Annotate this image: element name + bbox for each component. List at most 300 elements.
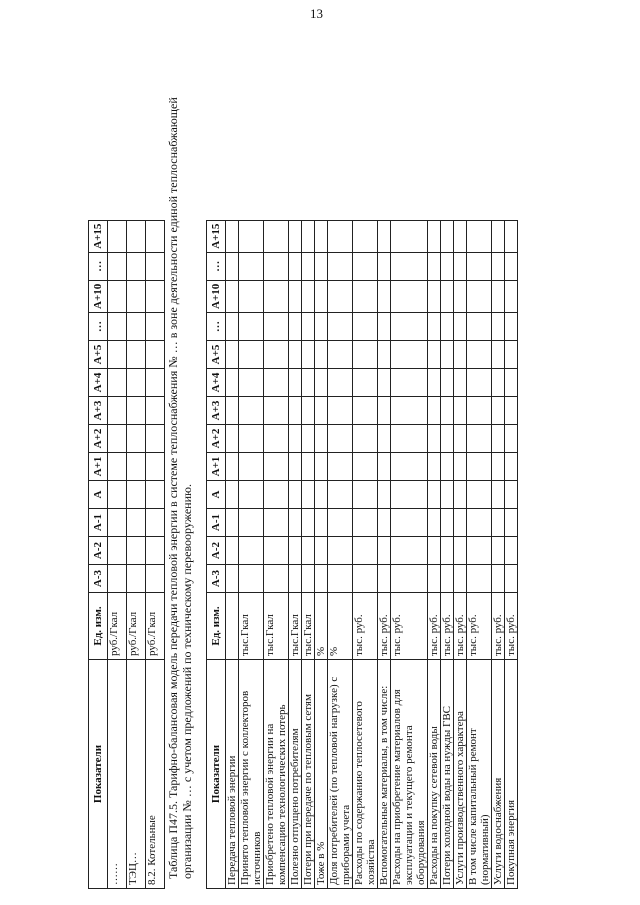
value-cell — [492, 537, 505, 565]
value-cell — [289, 280, 302, 312]
value-cell — [302, 341, 315, 369]
value-cell — [127, 280, 146, 312]
value-cell — [492, 565, 505, 593]
value-cell — [441, 313, 454, 341]
value-cell — [146, 565, 165, 593]
indicator-cell: …… — [108, 660, 127, 889]
table-row — [302, 220, 315, 888]
value-cell — [441, 369, 454, 397]
header-year: А+3 — [89, 397, 108, 425]
value-cell — [467, 537, 492, 565]
header-year: А+1 — [207, 453, 226, 481]
value-cell — [289, 453, 302, 481]
value-cell — [492, 453, 505, 481]
value-cell — [239, 397, 264, 425]
value-cell — [146, 341, 165, 369]
indicator-cell: Покупная энергия — [505, 660, 518, 889]
value-cell — [378, 453, 391, 481]
value-cell — [441, 481, 454, 509]
value-cell — [391, 565, 428, 593]
value-cell — [505, 280, 518, 312]
value-cell — [378, 397, 391, 425]
value-cell — [428, 565, 441, 593]
value-cell — [226, 481, 239, 509]
unit-cell: % — [315, 593, 328, 660]
value-cell — [328, 341, 353, 369]
value-cell — [467, 453, 492, 481]
value-cell — [328, 280, 353, 312]
value-cell — [226, 565, 239, 593]
value-cell — [127, 397, 146, 425]
header-ellipsis: … — [89, 313, 108, 341]
value-cell — [353, 252, 378, 280]
value-cell — [378, 280, 391, 312]
table-caption: Таблица П47.5. Тарифно-балансовая модель передачи тепловой энергии в системе теплоснабжения № … в зоне деятельности единой теплоснабжающей организации № … с учетом предложений по техническому перевооружению. — [166, 97, 194, 879]
table-row — [505, 220, 518, 888]
unit-cell: тыс. руб. — [505, 593, 518, 660]
value-cell — [302, 220, 315, 252]
unit-cell: тыс. руб. — [441, 593, 454, 660]
value-cell — [127, 369, 146, 397]
value-cell — [127, 509, 146, 537]
value-cell — [108, 425, 127, 453]
value-cell — [302, 252, 315, 280]
value-cell — [239, 220, 264, 252]
value-cell — [328, 425, 353, 453]
value-cell — [391, 481, 428, 509]
value-cell — [467, 509, 492, 537]
value-cell — [108, 565, 127, 593]
unit-cell: тыс.Гкал — [239, 593, 264, 660]
value-cell — [146, 453, 165, 481]
value-cell — [441, 341, 454, 369]
value-cell — [391, 397, 428, 425]
table-row — [492, 220, 505, 888]
table-row — [441, 220, 454, 888]
value-cell — [441, 509, 454, 537]
value-cell — [328, 509, 353, 537]
value-cell — [328, 252, 353, 280]
value-cell — [127, 220, 146, 252]
value-cell — [492, 369, 505, 397]
header-unit: Ед. изм. — [89, 593, 108, 660]
value-cell — [467, 397, 492, 425]
header-year: А+5 — [89, 341, 108, 369]
value-cell — [467, 481, 492, 509]
header-ellipsis: … — [207, 313, 226, 341]
indicator-cell: Принято тепловой энергии с коллекторов источников — [239, 660, 264, 889]
value-cell — [239, 341, 264, 369]
table-row — [391, 220, 428, 888]
header-unit: Ед. изм. — [207, 593, 226, 660]
value-cell — [378, 369, 391, 397]
value-cell — [467, 425, 492, 453]
value-cell — [108, 509, 127, 537]
value-cell — [226, 537, 239, 565]
value-cell — [315, 537, 328, 565]
value-cell — [505, 220, 518, 252]
header-year: А+2 — [89, 425, 108, 453]
value-cell — [302, 313, 315, 341]
indicator-cell: В том числе капитальный ремонт (нормативный) — [467, 660, 492, 889]
unit-cell: тыс. руб. — [454, 593, 467, 660]
value-cell — [108, 537, 127, 565]
value-cell — [315, 453, 328, 481]
value-cell — [239, 509, 264, 537]
indicator-cell: Приобретено тепловой энергии на компенсацию технологических потерь — [264, 660, 289, 889]
value-cell — [441, 220, 454, 252]
value-cell — [428, 280, 441, 312]
value-cell — [378, 220, 391, 252]
value-cell — [378, 537, 391, 565]
indicator-cell: Потери при передаче по тепловым сетям — [302, 660, 315, 889]
value-cell — [264, 481, 289, 509]
value-cell — [454, 481, 467, 509]
unit-cell: руб./Гкал — [127, 593, 146, 660]
value-cell — [226, 341, 239, 369]
value-cell — [264, 425, 289, 453]
value-cell — [378, 481, 391, 509]
value-cell — [315, 341, 328, 369]
value-cell — [302, 453, 315, 481]
value-cell — [391, 280, 428, 312]
value-cell — [264, 341, 289, 369]
table-row — [353, 220, 378, 888]
value-cell — [505, 397, 518, 425]
indicator-cell: ТЭЦ… — [127, 660, 146, 889]
value-cell — [146, 313, 165, 341]
unit-cell: тыс. руб. — [353, 593, 378, 660]
value-cell — [226, 313, 239, 341]
value-cell — [146, 252, 165, 280]
indicator-cell: Доля потребителей (по тепловой нагрузке) с приборами учета — [328, 660, 353, 889]
value-cell — [454, 397, 467, 425]
top-table-body — [108, 220, 165, 888]
value-cell — [454, 509, 467, 537]
header-year: А+15 — [207, 220, 226, 252]
top-table-header-row — [89, 220, 108, 888]
value-cell — [328, 565, 353, 593]
value-cell — [315, 369, 328, 397]
value-cell — [127, 565, 146, 593]
value-cell — [264, 220, 289, 252]
value-cell — [226, 425, 239, 453]
value-cell — [315, 252, 328, 280]
value-cell — [146, 509, 165, 537]
value-cell — [264, 252, 289, 280]
table-row — [146, 220, 165, 888]
value-cell — [264, 509, 289, 537]
value-cell — [353, 220, 378, 252]
value-cell — [289, 313, 302, 341]
header-year: А+4 — [207, 369, 226, 397]
header-year: А-2 — [207, 537, 226, 565]
value-cell — [146, 481, 165, 509]
value-cell — [302, 537, 315, 565]
header-year: А+5 — [207, 341, 226, 369]
value-cell — [289, 481, 302, 509]
unit-cell: тыс.Гкал — [289, 593, 302, 660]
value-cell — [353, 565, 378, 593]
value-cell — [239, 313, 264, 341]
header-year: А-1 — [207, 509, 226, 537]
value-cell — [127, 537, 146, 565]
value-cell — [505, 313, 518, 341]
value-cell — [467, 341, 492, 369]
unit-cell: тыс.Гкал — [302, 593, 315, 660]
unit-cell: тыс. руб. — [492, 593, 505, 660]
value-cell — [492, 397, 505, 425]
value-cell — [264, 565, 289, 593]
value-cell — [428, 369, 441, 397]
header-year: А-3 — [89, 565, 108, 593]
value-cell — [467, 220, 492, 252]
header-year: А+2 — [207, 425, 226, 453]
value-cell — [127, 453, 146, 481]
value-cell — [441, 537, 454, 565]
value-cell — [492, 220, 505, 252]
value-cell — [239, 565, 264, 593]
value-cell — [391, 341, 428, 369]
value-cell — [315, 313, 328, 341]
table-row — [428, 220, 441, 888]
header-ellipsis: … — [89, 252, 108, 280]
value-cell — [441, 425, 454, 453]
value-cell — [428, 537, 441, 565]
header-year: А-3 — [207, 565, 226, 593]
value-cell — [505, 425, 518, 453]
value-cell — [353, 453, 378, 481]
value-cell — [127, 341, 146, 369]
value-cell — [289, 220, 302, 252]
value-cell — [239, 537, 264, 565]
indicator-cell: Расходы по содержанию теплосетевого хозяйства — [353, 660, 378, 889]
value-cell — [127, 481, 146, 509]
value-cell — [226, 397, 239, 425]
table-row — [239, 220, 264, 888]
value-cell — [353, 425, 378, 453]
value-cell — [428, 453, 441, 481]
value-cell — [353, 313, 378, 341]
value-cell — [454, 537, 467, 565]
header-year: А+10 — [89, 280, 108, 312]
table-row — [315, 220, 328, 888]
value-cell — [454, 280, 467, 312]
value-cell — [505, 369, 518, 397]
header-indicators: Показатели — [207, 660, 226, 889]
value-cell — [353, 341, 378, 369]
value-cell — [127, 425, 146, 453]
value-cell — [492, 341, 505, 369]
value-cell — [454, 313, 467, 341]
value-cell — [146, 397, 165, 425]
value-cell — [289, 565, 302, 593]
indicator-cell: Полезно отпущено потребителям — [289, 660, 302, 889]
value-cell — [492, 280, 505, 312]
main-table — [206, 220, 518, 889]
main-table-body — [226, 220, 518, 888]
value-cell — [264, 397, 289, 425]
value-cell — [441, 397, 454, 425]
table-row — [467, 220, 492, 888]
value-cell — [353, 397, 378, 425]
top-table — [88, 220, 165, 889]
table-row — [454, 220, 467, 888]
value-cell — [108, 313, 127, 341]
value-cell — [239, 369, 264, 397]
value-cell — [467, 369, 492, 397]
value-cell — [378, 565, 391, 593]
table-row — [328, 220, 353, 888]
table-row — [264, 220, 289, 888]
table-row — [289, 220, 302, 888]
value-cell — [378, 313, 391, 341]
value-cell — [239, 425, 264, 453]
value-cell — [302, 369, 315, 397]
value-cell — [505, 341, 518, 369]
header-ellipsis: … — [207, 252, 226, 280]
header-year: А-2 — [89, 537, 108, 565]
value-cell — [315, 280, 328, 312]
value-cell — [492, 481, 505, 509]
value-cell — [378, 509, 391, 537]
value-cell — [441, 565, 454, 593]
value-cell — [302, 425, 315, 453]
value-cell — [289, 425, 302, 453]
indicator-cell: Услуги производственного характера — [454, 660, 467, 889]
value-cell — [353, 537, 378, 565]
value-cell — [108, 280, 127, 312]
value-cell — [328, 481, 353, 509]
value-cell — [289, 369, 302, 397]
value-cell — [505, 537, 518, 565]
unit-cell — [226, 593, 239, 660]
value-cell — [108, 220, 127, 252]
value-cell — [289, 537, 302, 565]
value-cell — [146, 369, 165, 397]
table-row — [108, 220, 127, 888]
value-cell — [315, 425, 328, 453]
header-year: А-1 — [89, 509, 108, 537]
indicator-cell: Вспомогательные материалы, в том числе: — [378, 660, 391, 889]
value-cell — [378, 252, 391, 280]
value-cell — [264, 280, 289, 312]
value-cell — [378, 341, 391, 369]
header-year: А+10 — [207, 280, 226, 312]
value-cell — [226, 509, 239, 537]
indicator-cell: Расходы на приобретение материалов для эксплуатации и текущего ремонта оборудования — [391, 660, 428, 889]
value-cell — [328, 220, 353, 252]
unit-cell: тыс.Гкал — [264, 593, 289, 660]
value-cell — [454, 252, 467, 280]
value-cell — [127, 313, 146, 341]
main-table-header-row — [207, 220, 226, 888]
value-cell — [315, 220, 328, 252]
value-cell — [353, 280, 378, 312]
unit-cell: тыс. руб. — [467, 593, 492, 660]
value-cell — [505, 509, 518, 537]
value-cell — [428, 220, 441, 252]
value-cell — [108, 341, 127, 369]
page-number: 13 — [310, 6, 323, 21]
value-cell — [264, 537, 289, 565]
value-cell — [492, 509, 505, 537]
value-cell — [353, 369, 378, 397]
value-cell — [428, 397, 441, 425]
value-cell — [454, 425, 467, 453]
value-cell — [428, 425, 441, 453]
value-cell — [391, 509, 428, 537]
value-cell — [391, 453, 428, 481]
indicator-cell: Тоже в % — [315, 660, 328, 889]
value-cell — [302, 509, 315, 537]
value-cell — [289, 397, 302, 425]
value-cell — [328, 313, 353, 341]
value-cell — [146, 537, 165, 565]
value-cell — [289, 509, 302, 537]
value-cell — [454, 565, 467, 593]
value-cell — [226, 220, 239, 252]
value-cell — [239, 453, 264, 481]
value-cell — [108, 252, 127, 280]
value-cell — [378, 425, 391, 453]
value-cell — [428, 341, 441, 369]
indicator-cell: Передача тепловой энергии — [226, 660, 239, 889]
value-cell — [226, 280, 239, 312]
value-cell — [289, 341, 302, 369]
value-cell — [467, 280, 492, 312]
value-cell — [302, 481, 315, 509]
value-cell — [454, 220, 467, 252]
value-cell — [428, 313, 441, 341]
unit-cell: руб./Гкал — [108, 593, 127, 660]
value-cell — [467, 565, 492, 593]
value-cell — [505, 453, 518, 481]
value-cell — [505, 481, 518, 509]
value-cell — [391, 425, 428, 453]
value-cell — [391, 220, 428, 252]
indicator-cell: Расходы на покупку сетевой воды — [428, 660, 441, 889]
value-cell — [492, 252, 505, 280]
value-cell — [315, 481, 328, 509]
table-row — [127, 220, 146, 888]
header-year: А+15 — [89, 220, 108, 252]
value-cell — [302, 397, 315, 425]
table-row — [226, 220, 239, 888]
value-cell — [315, 565, 328, 593]
header-year: А — [89, 481, 108, 509]
unit-cell: тыс. руб. — [428, 593, 441, 660]
indicator-cell: 8.2. Котельные — [146, 660, 165, 889]
value-cell — [302, 565, 315, 593]
value-cell — [391, 537, 428, 565]
value-cell — [264, 369, 289, 397]
unit-cell: % — [328, 593, 353, 660]
value-cell — [226, 453, 239, 481]
header-year: А+4 — [89, 369, 108, 397]
value-cell — [353, 509, 378, 537]
value-cell — [315, 509, 328, 537]
value-cell — [302, 280, 315, 312]
value-cell — [467, 252, 492, 280]
value-cell — [239, 252, 264, 280]
table-row — [378, 220, 391, 888]
value-cell — [505, 252, 518, 280]
value-cell — [239, 481, 264, 509]
value-cell — [428, 481, 441, 509]
unit-cell: руб./Гкал — [146, 593, 165, 660]
value-cell — [146, 280, 165, 312]
